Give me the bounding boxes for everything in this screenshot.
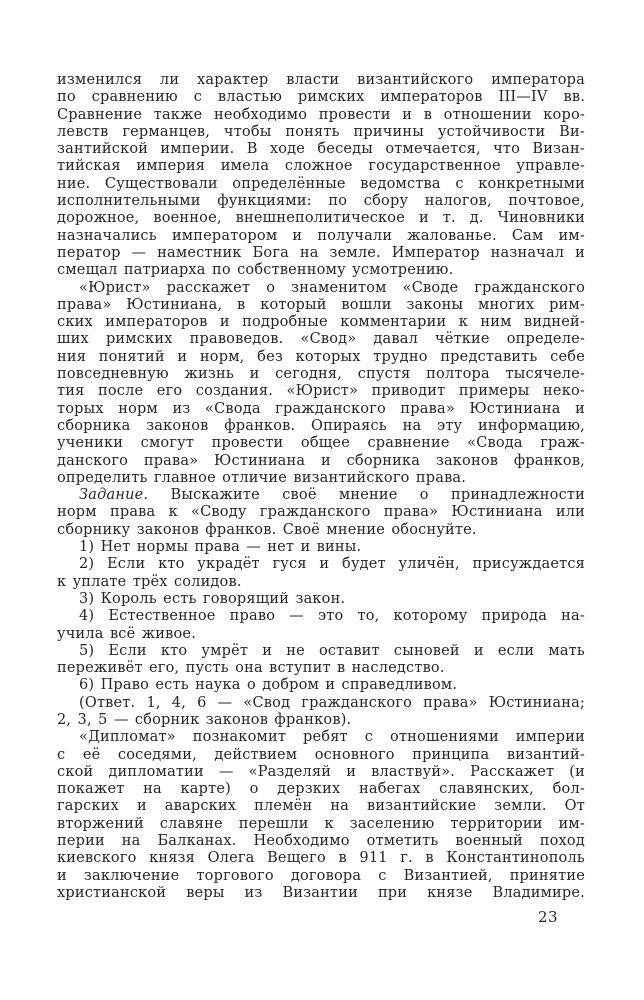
text-line: 6) Право есть наука о добром и справедливом. [79,677,458,694]
text-line: 5) Если кто умрёт и не оставит сыновей и если мать [79,642,585,659]
text-line: повседневную жизнь и сегодня, спустя полтора тысячеле- [57,366,585,383]
list-item-5 [57,643,585,678]
text-line: ских императоров и подробные комментарии к ним видней- [57,314,585,331]
text-line: данского права» Юстиниана и сборника законов франков, [57,452,585,469]
text-line: торых норм из «Свода гражданского права» Юстиниана и [57,400,585,417]
page-text [57,72,585,902]
text-line: ния понятий и норм, без которых трудно представить себе [57,348,585,365]
text-line: сборника законов франков. Опираясь на эту информацию, [57,417,585,434]
text-line: покажет на карте) о дерзких набегах славянских, бол- [57,781,585,798]
text-line: ператор — наместник Бога на земле. Император назначал и [57,244,585,261]
list-item-2 [57,556,585,591]
text-line: вторжений славяне перешли к заселению территории им- [57,815,585,832]
page-number: 23 [538,908,559,926]
text-line: ской дипломатии — «Разделяй и властвуй». Расскажет (и [57,763,585,780]
text-line: ние. Существовали определённые ведомства с конкретными [57,175,585,192]
list-item-6 [57,677,585,694]
text-line: определить главное отличие византийского права. [57,469,467,486]
text-line: и заключение торгового договора с Византией, принятие [57,867,585,884]
para-answer [57,695,585,730]
text-line: тийская империя имела сложное государственное управле- [57,158,585,175]
list-item-3 [57,591,585,608]
text-line: по сравнению с властью римских императоров III—IV вв. [57,89,585,106]
text-line: изменился ли характер власти византийского императора [57,72,585,88]
text-line: «Дипломат» познакомит ребят с отношениями империи [79,729,585,746]
text-line: ученики смогут провести общее сравнение «Свода граж- [57,435,585,452]
para-jurist [57,280,585,488]
text-line: учила всё живое. [57,625,197,642]
text-line: Задание. Выскажите своё мнение о принадлежности [79,487,585,504]
text-line: (Ответ. 1, 4, 6 — «Свод гражданского права» Юстиниана; [79,694,585,711]
list-item-1 [57,539,585,556]
text-line: норм права к «Своду гражданского права» Юстиниана или [57,504,585,521]
text-line: 4) Естественное право — это то, которому природа на- [79,608,585,625]
text-line: исполнительными функциями: по сбору налогов, почтовое, [57,193,585,210]
text-line: «Юрист» расскажет о знаменитом «Своде гражданского [79,279,585,296]
para-byzantine-empire [57,72,585,280]
text-line: с её соседями, действием основного принципа византий- [57,746,585,763]
text-line: зантийской империи. В ходе беседы отмечается, что Визан- [57,141,585,158]
text-line: назначались императором и получали жалованье. Сам им- [57,227,585,244]
list-item-4 [57,608,585,643]
text-line: к уплате трёх солидов. [57,573,242,590]
text-line: 3) Король есть говорящий закон. [79,590,346,607]
text-line: гарских и аварских племён на византийские земли. От [57,798,585,815]
text-line: христианской веры из Византии при князе Владимире. [57,884,585,901]
text-line: права» Юстиниана, в который вошли законы многих рим- [57,296,585,313]
text-line: 2, 3, 5 — сборник законов франков). [57,711,352,728]
para-diplomat [57,729,585,902]
text-line: тия после его создания. «Юрист» приводит примеры неко- [57,383,585,400]
para-task [57,487,585,539]
text-line: левств германцев, чтобы понять причины устойчивости Ви- [57,123,585,140]
text-line: киевского князя Олега Вещего в 911 г. в Константинополь [57,850,585,867]
text-line: ших римских правоведов. «Свод» давал чёткие определе- [57,331,585,348]
text-line: перии на Балканах. Необходимо отметить военный поход [57,833,585,850]
text-line: сборнику законов франков. Своё мнение обоснуйте. [57,521,477,538]
text-line: 1) Нет нормы права — нет и вины. [79,539,362,556]
text-line: 2) Если кто украдёт гуся и будет уличён, присуждается [79,556,585,573]
italic-lead-word: Задание. [79,487,149,504]
text-line: дорожное, военное, внешнеполитическое и т. д. Чиновники [57,210,585,227]
text-line: переживёт его, пусть она вступит в наследство. [57,660,445,677]
text-line: Сравнение также необходимо провести и в отношении коро- [57,106,585,123]
text-line: смещал патриарха по собственному усмотрению. [57,262,454,279]
